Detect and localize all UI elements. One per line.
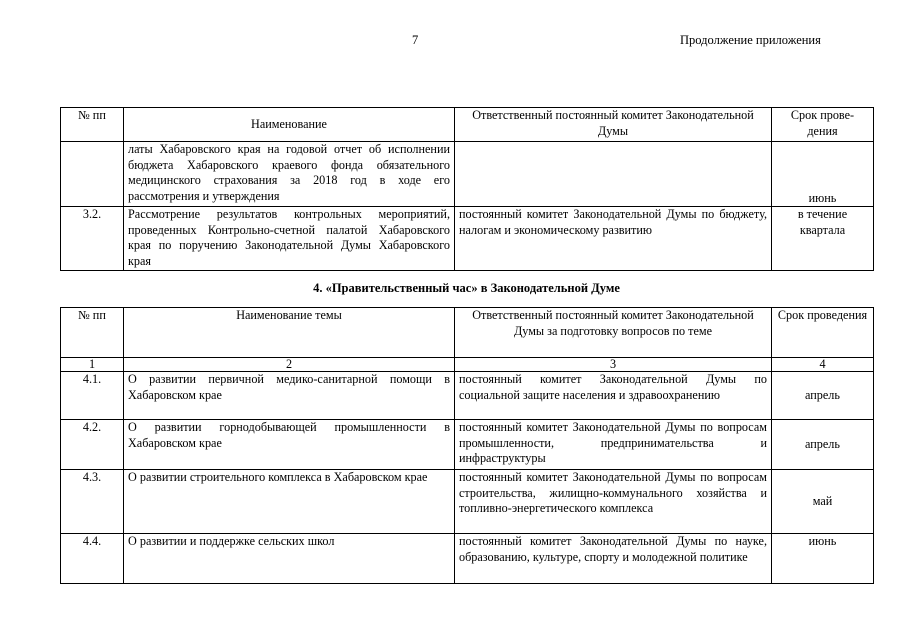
row-number: 4.2.	[61, 420, 124, 470]
table-row	[61, 372, 874, 420]
row-number: 4.3.	[61, 470, 124, 534]
column-header-name: Наименование	[124, 108, 455, 142]
table-header-row	[61, 308, 874, 358]
column-header-number: № пп	[61, 308, 124, 358]
table-row	[61, 142, 874, 207]
column-numbers-row	[61, 358, 874, 372]
row-name: О развитии первичной медико-санитарной помощи в Хабаровском крае	[124, 372, 455, 420]
table-row	[61, 420, 874, 470]
column-number: 1	[61, 358, 124, 372]
table-row	[61, 470, 874, 534]
row-committee: постоянный комитет Законодательной Думы по социальной защите населения и здравоохранению	[455, 372, 772, 420]
table-header-row	[61, 108, 874, 142]
column-header-committee: Ответственный постоянный комитет Законодательной Думы за подготовку вопросов по теме	[455, 308, 772, 358]
column-header-term: Срок проведения	[772, 308, 874, 358]
column-number: 4	[772, 358, 874, 372]
row-term: в течение квартала	[772, 207, 874, 271]
section-title: 4. «Правительственный час» в Законодательной Думе	[313, 281, 620, 295]
column-number: 3	[455, 358, 772, 372]
row-number: 3.2.	[61, 207, 124, 271]
row-term: апрель	[772, 420, 874, 470]
row-term: июнь	[772, 142, 874, 207]
table-row	[61, 207, 874, 271]
column-header-number: № пп	[61, 108, 124, 142]
row-name: О развитии строительного комплекса в Хабаровском крае	[124, 470, 455, 534]
row-committee: постоянный комитет Законодательной Думы по вопросам промышленности, предпринимательства и инфраструктуры	[455, 420, 772, 470]
row-term: май	[772, 470, 874, 534]
row-number: 4.1.	[61, 372, 124, 420]
row-number: 4.4.	[61, 534, 124, 584]
plan-table-continued	[60, 107, 874, 271]
row-committee	[455, 142, 772, 207]
page-number: 7	[412, 33, 419, 47]
column-number: 2	[124, 358, 455, 372]
row-term: июнь	[772, 534, 874, 584]
continuation-label: Продолжение приложения	[680, 33, 821, 47]
column-header-term: Срок прове-дения	[772, 108, 874, 142]
row-name: латы Хабаровского края на годовой отчет об исполнении бюджета Хабаровского краевого фонда обязательного медицинского страхования за 2018 год в ходе его рассмотрения и утверждения	[124, 142, 455, 207]
column-header-committee: Ответственный постоянный комитет Законодательной Думы	[455, 108, 772, 142]
row-name: Рассмотрение результатов контрольных мероприятий, проведенных Контрольно-счетной палатой Хабаровского края по поручению Законодательной Думы Хабаровского края	[124, 207, 455, 271]
row-name: О развитии и поддержке сельских школ	[124, 534, 455, 584]
government-hour-table	[60, 307, 874, 584]
row-term: апрель	[772, 372, 874, 420]
row-committee: постоянный комитет Законодательной Думы по науке, образованию, культуре, спорту и молодежной политике	[455, 534, 772, 584]
row-name: О развитии горнодобывающей промышленности в Хабаровском крае	[124, 420, 455, 470]
column-header-name: Наименование темы	[124, 308, 455, 358]
row-committee: постоянный комитет Законодательной Думы по бюджету, налогам и экономическому развитию	[455, 207, 772, 271]
row-number	[61, 142, 124, 207]
table-row	[61, 534, 874, 584]
row-committee: постоянный комитет Законодательной Думы по вопросам строительства, жилищно-коммунального хозяйства и топливно-энергетического комплекса	[455, 470, 772, 534]
